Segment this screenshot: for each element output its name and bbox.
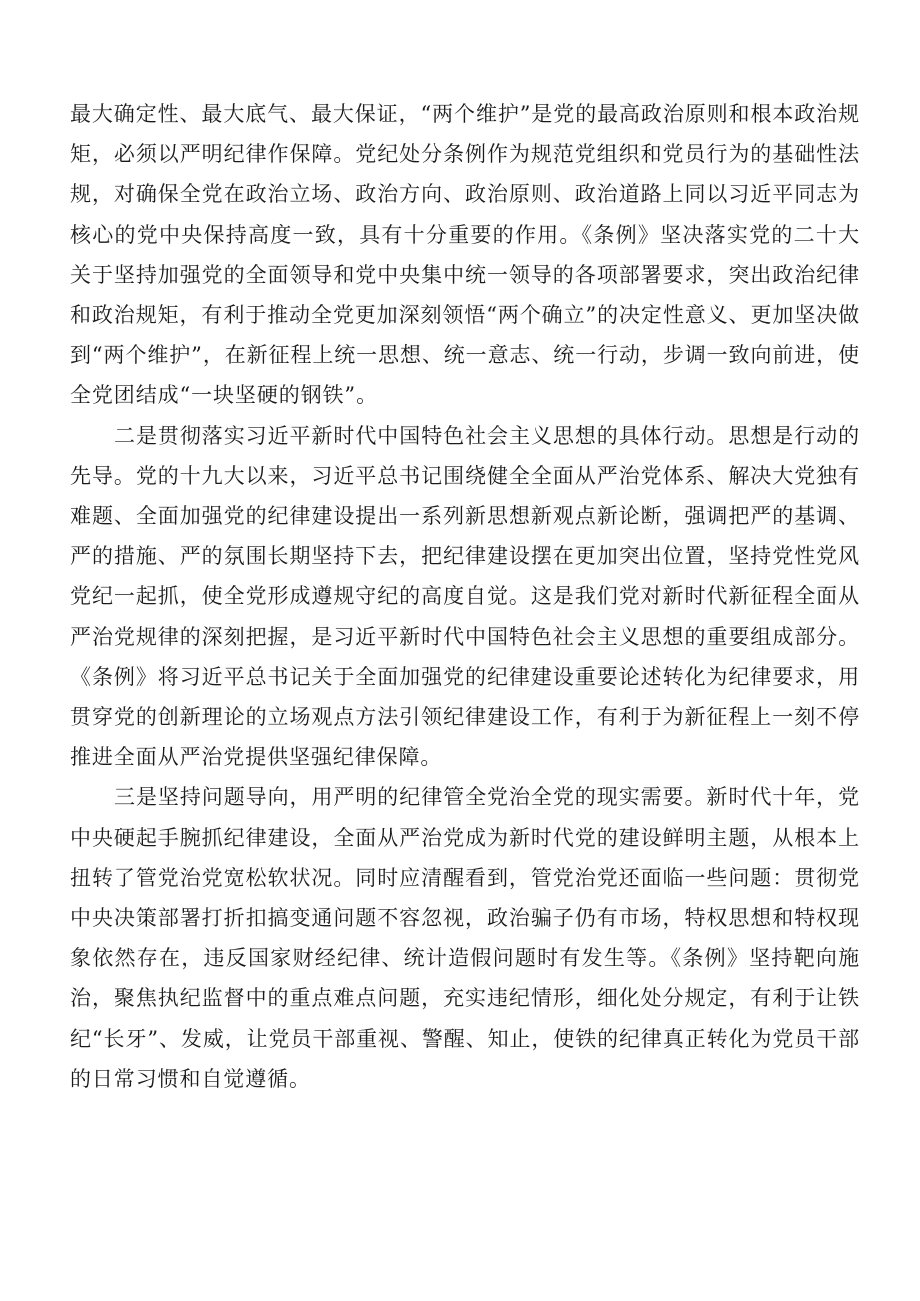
document-page [70, 94, 860, 1099]
paragraph-3: 三是坚持问题导向，用严明的纪律管全党治全党的现实需要。新时代十年，党中央硬起手腕抓纪律建设，全面从严治党成为新时代党的建设鲜明主题，从根本上扭转了管党治党宽松软状况。同时应清醒看到，管党治党还面临一些问题：贯彻党中央决策部署打折扣搞变通问题不容忽视，政治骗子仍有市场，特权思想和特权现象依然存在，违反国家财经纪律、统计造假问题时有发生等。《条例》坚持靶向施治，聚焦执纪监督中的重点难点问题，充实违纪情形，细化处分规定，有利于让铁纪“长牙”、发威，让党员干部重视、警醒、知止，使铁的纪律真正转化为党员干部的日常习惯和自觉遵循。 [70, 785, 860, 1091]
paragraph-2: 二是贯彻落实习近平新时代中国特色社会主义思想的具体行动。思想是行动的先导。党的十九大以来，习近平总书记围绕健全全面从严治党体系、解决大党独有难题、全面加强党的纪律建设提出一系列新思想新观点新论断，强调把严的基调、严的措施、严的氛围长期坚持下去，把纪律建设摆在更加突出位置，坚持党性党风党纪一起抓，使全党形成遵规守纪的高度自觉。这是我们党对新时代新征程全面从严治党规律的深刻把握，是习近平新时代中国特色社会主义思想的重要组成部分。《条例》将习近平总书记关于全面加强党的纪律建设重要论述转化为纪律要求，用贯穿党的创新理论的立场观点方法引领纪律建设工作，有利于为新征程上一刻不停推进全面从严治党提供坚强纪律保障。 [70, 423, 860, 770]
paragraph-1: 最大确定性、最大底气、最大保证，“两个维护”是党的最高政治原则和根本政治规矩，必须以严明纪律作保障。党纪处分条例作为规范党组织和党员行为的基础性法规，对确保全党在政治立场、政治方向、政治原则、政治道路上同以习近平同志为核心的党中央保持高度一致，具有十分重要的作用。《条例》坚决落实党的二十大关于坚持加强党的全面领导和党中央集中统一领导的各项部署要求，突出政治纪律和政治规矩，有利于推动全党更加深刻领悟“两个确立”的决定性意义、更加坚决做到“两个维护”，在新征程上统一思想、统一意志、统一行动，步调一致向前进，使全党团结成“一块坚硬的钢铁”。 [70, 102, 860, 408]
